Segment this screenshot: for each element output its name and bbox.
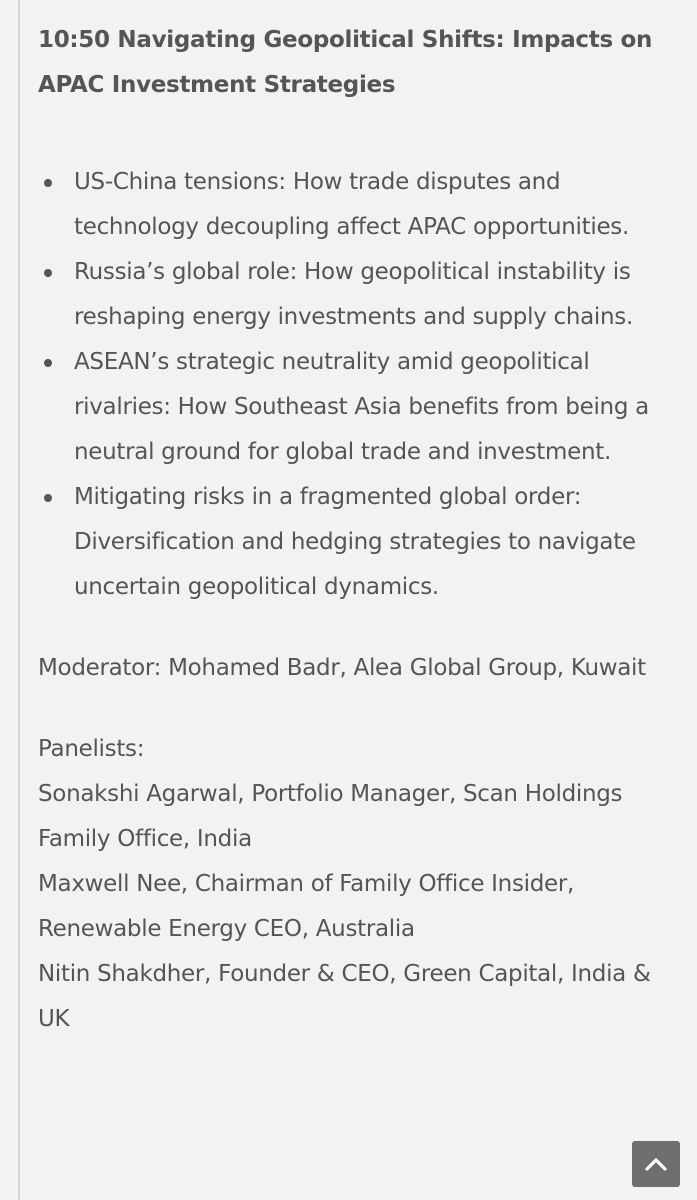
session-content (38, 0, 678, 1042)
topic-text: ASEAN’s strategic neutrality amid geopolitical rivalries: How Southeast Asia benefits from being a neutral ground for global trade and investment. (74, 349, 649, 465)
list-item (38, 250, 678, 340)
chevron-up-icon (644, 1156, 668, 1172)
bullet-icon (44, 269, 52, 277)
panelists-heading: Panelists: (38, 736, 145, 762)
left-border-rule (18, 0, 20, 1200)
topic-text: US-China tensions: How trade disputes and technology decoupling affect APAC opportunities. (74, 169, 629, 240)
bullet-icon (44, 359, 52, 367)
topic-text: Russia’s global role: How geopolitical instability is reshaping energy investments and supply chains. (74, 259, 633, 330)
topic-text: Mitigating risks in a fragmented global order: Diversification and hedging strategies to navigate uncertain geopolitical dynamics. (74, 484, 636, 600)
bullet-icon (44, 494, 52, 502)
panelist-item: Nitin Shakdher, Founder & CEO, Green Capital, India & UK (38, 961, 651, 1032)
list-item (38, 160, 678, 250)
bullet-icon (44, 179, 52, 187)
list-item (38, 340, 678, 475)
scroll-to-top-button[interactable] (632, 1141, 680, 1187)
session-title: 10:50 Navigating Geopolitical Shifts: Impacts on APAC Investment Strategies (38, 27, 653, 98)
topic-list (38, 160, 678, 610)
panelist-item: Sonakshi Agarwal, Portfolio Manager, Scan Holdings Family Office, India (38, 781, 623, 852)
moderator-text: Moderator: Mohamed Badr, Alea Global Group, Kuwait (38, 655, 646, 681)
panelist-item: Maxwell Nee, Chairman of Family Office Insider, Renewable Energy CEO, Australia (38, 871, 575, 942)
list-item (38, 475, 678, 610)
